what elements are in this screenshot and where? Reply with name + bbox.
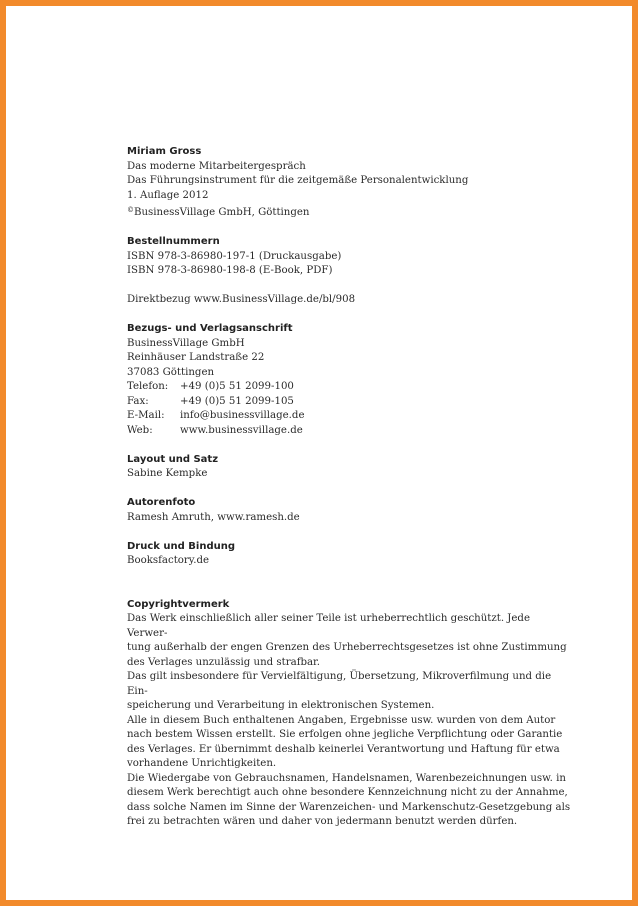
copyright-line-4: Das gilt insbesondere für Vervielfältigung, Übersetzung, Mikroverfilmung und die Ein- — [127, 671, 552, 697]
contact-value: +49 (0)5 51 2099-100 — [180, 381, 294, 392]
layout-value: Sabine Kempke — [127, 468, 208, 479]
order-heading: Bestellnummern — [127, 236, 220, 247]
contact-label: Telefon: — [127, 381, 169, 392]
print-value: Booksfactory.de — [127, 555, 209, 566]
book-title: Das moderne Mitarbeitergespräch — [127, 160, 306, 172]
photo-value: Ramesh Amruth, www.ramesh.de — [127, 511, 300, 523]
copyright-heading: Copyrightvermerk — [127, 598, 230, 610]
layout-heading: Layout und Satz — [127, 453, 219, 465]
print-heading: Druck und Bindung — [127, 540, 236, 552]
copyright-line-12: dass solche Namen im Sinne der Warenzeichen- und Markenschutz-Gesetzgebung als — [127, 801, 571, 813]
contact-label: Fax: — [127, 395, 149, 407]
copyright-line-5: speicherung und Verarbeitung in elektronischen Systemen. — [127, 700, 435, 711]
contact-phone — [127, 380, 572, 395]
contact-label: Web: — [127, 424, 153, 436]
publisher-street: Reinhäuser Landstraße 22 — [127, 352, 265, 363]
contact-email — [127, 409, 572, 424]
copyright-line-2: tung außerhalb der engen Grenzen des Urheberrechtsgesetzes ist ohne Zustimmung — [127, 642, 567, 653]
direct-order-link[interactable]: Direktbezug www.BusinessVillage.de/bl/908 — [127, 294, 356, 305]
publisher-city: 37083 Göttingen — [127, 366, 215, 378]
photo-heading: Autorenfoto — [127, 497, 196, 508]
publisher-heading: Bezugs- und Verlagsanschrift — [127, 323, 293, 334]
contact-web — [127, 424, 572, 439]
copyright-line-11: diesem Werk berechtigt auch ohne besondere Kennzeichnung nicht zu der Annahme, — [127, 787, 568, 798]
copyright-line-6: Alle in diesem Buch enthaltenen Angaben, Ergebnisse usw. wurden von dem Autor — [127, 714, 556, 726]
copyright-line-1: Das Werk einschließlich aller seiner Teile ist urheberrechtlich geschützt. Jede Verwer- — [127, 613, 530, 639]
book-subtitle: Das Führungsinstrument für die zeitgemäße Personalentwicklung — [127, 175, 469, 186]
copyright-holder: BusinessVillage GmbH, Göttingen — [134, 207, 310, 218]
edition: 1. Auflage 2012 — [127, 189, 209, 201]
copyright-line — [127, 203, 572, 221]
author-name: Miriam Gross — [127, 146, 202, 157]
copyright-line-9: vorhandene Unrichtigkeiten. — [127, 758, 277, 769]
isbn-print: ISBN 978-3-86980-197-1 (Druckausgabe) — [127, 250, 342, 262]
copyright-line-7: nach bestem Wissen erstellt. Sie erfolgen ohne jegliche Verpflichtung oder Garantie — [127, 729, 563, 740]
contact-fax — [127, 395, 572, 410]
copyright-line-13: frei zu betrachten wären und daher von jedermann benutzt werden dürfen. — [127, 816, 518, 827]
imprint-page — [127, 145, 572, 830]
copyright-line-10: Die Wiedergabe von Gebrauchsnamen, Handelsnamen, Warenbezeichnungen usw. in — [127, 772, 566, 784]
contact-label: E-Mail: — [127, 410, 165, 421]
contact-value: +49 (0)5 51 2099-105 — [180, 395, 294, 407]
copyright-symbol: © — [127, 206, 134, 214]
isbn-ebook: ISBN 978-3-86980-198-8 (E-Book, PDF) — [127, 265, 333, 276]
email-link[interactable]: info@businessvillage.de — [180, 410, 305, 421]
publisher-name: BusinessVillage GmbH — [127, 337, 245, 349]
copyright-line-3: des Verlages unzulässig und strafbar. — [127, 656, 321, 668]
copyright-line-8: des Verlages. Er übernimmt deshalb keinerlei Verantwortung und Haftung für etwa — [127, 743, 560, 755]
web-link[interactable]: www.businessvillage.de — [180, 424, 303, 436]
